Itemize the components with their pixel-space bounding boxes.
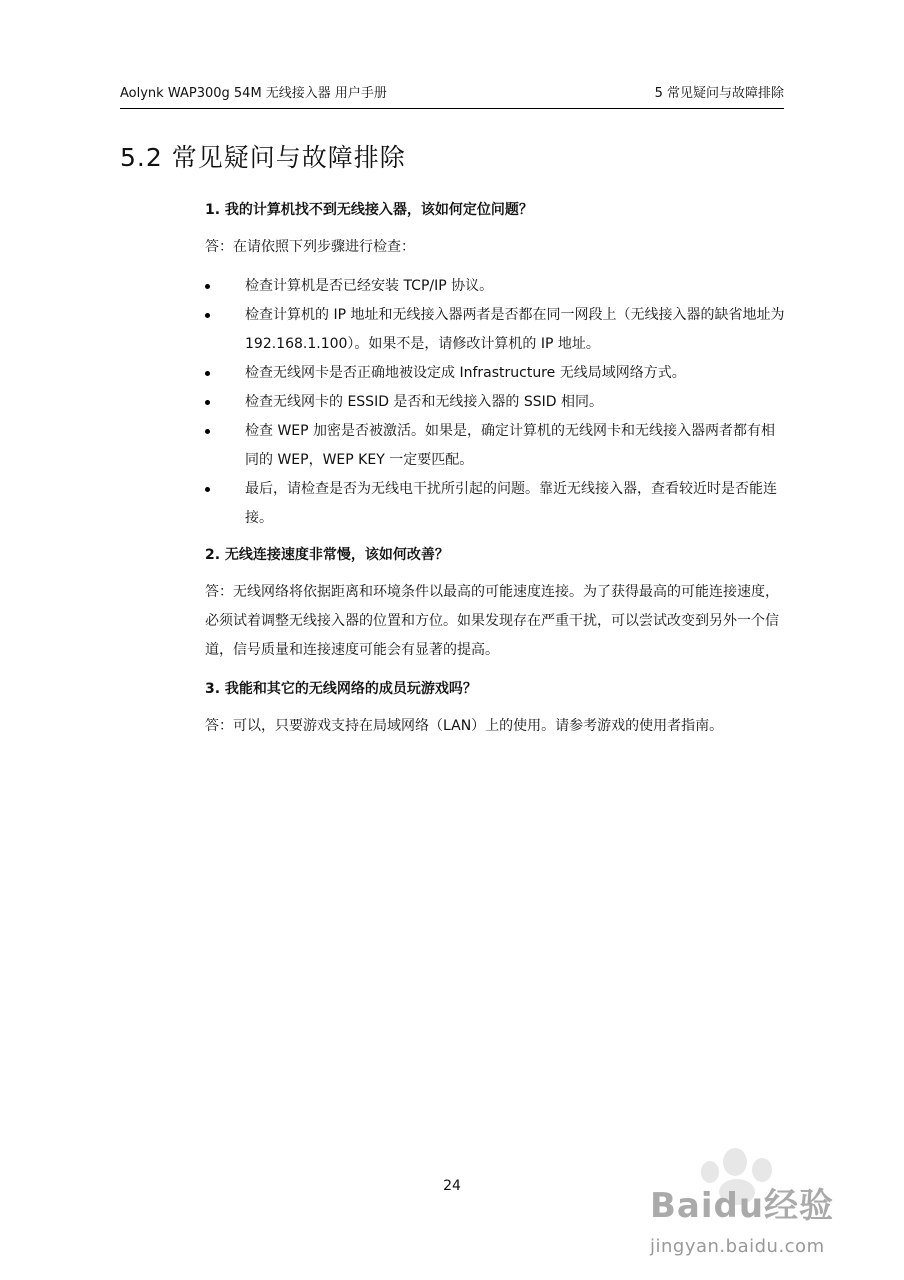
bullet-icon [205,429,210,434]
faq-question: 3. 我能和其它的无线网络的成员玩游戏吗？ [205,681,477,697]
header-manual-title: Aolynk WAP300g 54M 无线接入器 用户手册 [120,86,387,101]
watermark-brand: Baidu经验 [650,1186,835,1226]
faq-question: 2. 无线连接速度非常慢，该如何改善？ [205,547,449,563]
page-number: 24 [443,1178,461,1194]
list-item: 最后，请检查是否为无线电干扰所引起的问题。靠近无线接入器，查看较近时是否能连接。 [205,475,785,533]
faq-item-2 [205,541,785,665]
section-title: 5.2 常见疑问与故障排除 [120,143,406,172]
list-item: 检查计算机的 IP 地址和无线接入器两者是否都在同一网段上（无线接入器的缺省地址为 192.168.1.100）。如果不是，请修改计算机的 IP 地址。 [205,301,785,359]
list-item: 检查无线网卡的 ESSID 是否和无线接入器的 SSID 相同。 [205,388,785,417]
faq-answer: 答：可以，只要游戏支持在局域网络（LAN）上的使用。请参考游戏的使用者指南。 [205,718,724,734]
faq-answer: 答：无线网络将依据距离和环境条件以最高的可能速度连接。为了获得最高的可能连接速度，必须试着调整无线接入器的位置和方位。如果发现存在严重干扰，可以尝试改变到另外一个信道，信号质量和连接速度可能会有显著的提高。 [205,584,779,658]
page-header [120,84,784,109]
faq-content [205,196,785,751]
faq-item-3 [205,675,785,741]
faq-answer: 答：在请依照下列步骤进行检查： [205,239,415,255]
faq-question: 1. 我的计算机找不到无线接入器，该如何定位问题？ [205,202,533,218]
checklist [205,272,785,533]
watermark-url: jingyan.baidu.com [650,1236,825,1257]
bullet-icon [205,487,210,492]
list-item: 检查无线网卡是否正确地被设定成 Infrastructure 无线局域网络方式。 [205,359,785,388]
faq-item-1 [205,196,785,533]
header-chapter-title: 5 常见疑问与故障排除 [654,86,784,101]
bullet-icon [205,400,210,405]
list-item: 检查 WEP 加密是否被激活。如果是，确定计算机的无线网卡和无线接入器两者都有相同的 WEP，WEP KEY 一定要匹配。 [205,417,785,475]
bullet-icon [205,313,210,318]
list-item: 检查计算机是否已经安装 TCP/IP 协议。 [205,272,785,301]
bullet-icon [205,284,210,289]
bullet-icon [205,371,210,376]
